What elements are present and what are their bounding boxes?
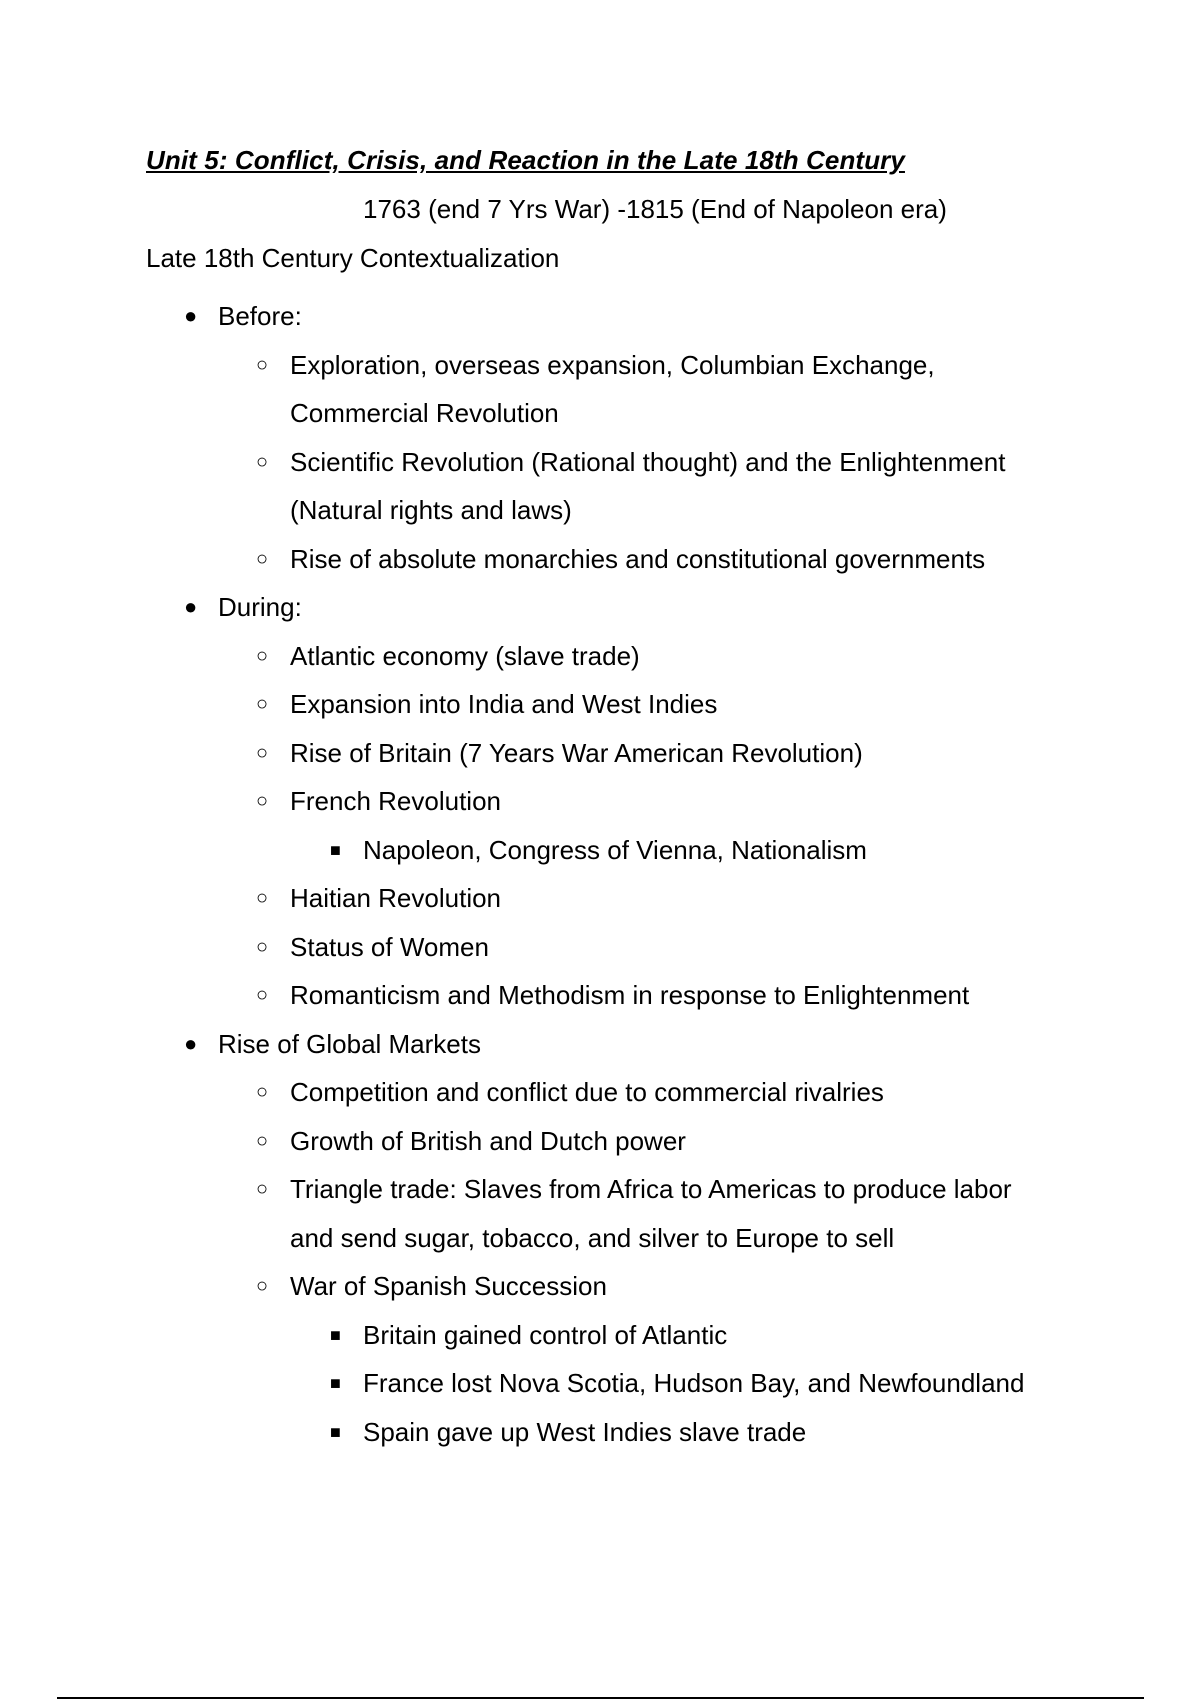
hollow-circle-bullet-icon: ○ bbox=[256, 644, 269, 667]
outline-item-level-2 bbox=[0, 341, 1200, 390]
outline-item-text: Before: bbox=[218, 301, 302, 331]
outline-item-level-2 bbox=[0, 632, 1200, 681]
hollow-circle-bullet-icon: ○ bbox=[256, 790, 269, 812]
outline-item-text: Atlantic economy (slave trade) bbox=[290, 640, 640, 671]
outline-item-text: Rise of Global Markets bbox=[218, 1028, 481, 1059]
outline-item-level-2 bbox=[0, 535, 1200, 584]
hollow-circle-bullet-icon: ○ bbox=[256, 1178, 269, 1200]
outline-item-level-2 bbox=[0, 729, 1200, 778]
hollow-circle-bullet-icon: ○ bbox=[256, 1129, 269, 1152]
outline-list bbox=[0, 292, 1200, 1456]
outline-item-level-1 bbox=[0, 292, 1200, 341]
filled-circle-bullet-icon: ● bbox=[184, 303, 198, 328]
outline-item-text: War of Spanish Succession bbox=[290, 1271, 607, 1301]
hollow-circle-bullet-icon: ○ bbox=[256, 887, 269, 909]
section-heading: Late 18th Century Contextualization bbox=[146, 243, 560, 273]
outline-item-continuation bbox=[0, 389, 1200, 438]
outline-item-text: Haitian Revolution bbox=[290, 883, 502, 913]
hollow-circle-bullet-icon: ○ bbox=[256, 1081, 269, 1103]
outline-item-text: Expansion into India and West Indies bbox=[290, 689, 718, 719]
outline-item-text: Growth of British and Dutch power bbox=[290, 1125, 686, 1156]
outline-item-level-2 bbox=[0, 680, 1200, 729]
outline-item-text: Rise of absolute monarchies and constitutional governments bbox=[290, 543, 986, 574]
outline-item-text: Competition and conflict due to commercial rivalries bbox=[290, 1077, 884, 1107]
outline-item-level-2 bbox=[0, 971, 1200, 1020]
outline-item-level-2 bbox=[0, 1165, 1200, 1214]
outline-item-level-3 bbox=[0, 1359, 1200, 1408]
hollow-circle-bullet-icon: ○ bbox=[256, 353, 269, 376]
outline-item-text: (Natural rights and laws) bbox=[290, 495, 572, 525]
filled-circle-bullet-icon: ● bbox=[184, 1030, 198, 1056]
outline-item-level-2 bbox=[0, 874, 1200, 923]
outline-item-text: French Revolution bbox=[290, 786, 501, 816]
hollow-circle-bullet-icon: ○ bbox=[256, 693, 269, 715]
hollow-circle-bullet-icon: ○ bbox=[256, 741, 269, 764]
square-bullet-icon: ■ bbox=[330, 1421, 341, 1442]
outline-item-text: Status of Women bbox=[290, 931, 489, 962]
outline-item-level-3 bbox=[0, 826, 1200, 875]
outline-item-level-2 bbox=[0, 438, 1200, 487]
date-range-subtitle: 1763 (end 7 Yrs War) -1815 (End of Napoleon era) bbox=[363, 194, 947, 224]
outline-item-level-2 bbox=[0, 1262, 1200, 1311]
outline-item-level-1 bbox=[0, 1020, 1200, 1069]
hollow-circle-bullet-icon: ○ bbox=[256, 984, 269, 1006]
outline-item-text: Exploration, overseas expansion, Columbian Exchange, bbox=[290, 349, 935, 380]
outline-item-continuation bbox=[0, 486, 1200, 535]
square-bullet-icon: ■ bbox=[330, 839, 341, 860]
hollow-circle-bullet-icon: ○ bbox=[256, 547, 269, 570]
outline-item-level-2 bbox=[0, 923, 1200, 972]
outline-item-level-1 bbox=[0, 583, 1200, 632]
outline-item-text: Commercial Revolution bbox=[290, 398, 559, 428]
outline-item-level-2 bbox=[0, 1068, 1200, 1117]
hollow-circle-bullet-icon: ○ bbox=[256, 450, 269, 473]
outline-item-text: Britain gained control of Atlantic bbox=[363, 1319, 728, 1350]
outline-item-level-2 bbox=[0, 777, 1200, 826]
square-bullet-icon: ■ bbox=[330, 1373, 341, 1393]
outline-item-level-3 bbox=[0, 1408, 1200, 1457]
outline-item-level-2 bbox=[0, 1117, 1200, 1166]
filled-circle-bullet-icon: ● bbox=[184, 594, 198, 619]
page-bottom-divider bbox=[57, 1697, 1144, 1699]
outline-item-text: Romanticism and Methodism in response to Enlightenment bbox=[290, 980, 970, 1010]
outline-item-level-3 bbox=[0, 1311, 1200, 1360]
outline-item-text: During: bbox=[218, 592, 302, 622]
outline-item-text: France lost Nova Scotia, Hudson Bay, and Newfoundland bbox=[363, 1368, 1025, 1398]
hollow-circle-bullet-icon: ○ bbox=[256, 935, 269, 958]
outline-item-text: Scientific Revolution (Rational thought) and the Enlightenment bbox=[290, 446, 1006, 477]
outline-item-text: and send sugar, tobacco, and silver to Europe to sell bbox=[290, 1222, 895, 1253]
square-bullet-icon: ■ bbox=[330, 1324, 341, 1345]
page-title: Unit 5: Conflict, Crisis, and Reaction in the Late 18th Century bbox=[146, 145, 905, 175]
outline-item-continuation bbox=[0, 1214, 1200, 1263]
outline-item-text: Triangle trade: Slaves from Africa to Americas to produce labor bbox=[290, 1174, 1012, 1204]
outline-item-text: Napoleon, Congress of Vienna, Nationalism bbox=[363, 834, 867, 865]
outline-item-text: Spain gave up West Indies slave trade bbox=[363, 1416, 807, 1447]
hollow-circle-bullet-icon: ○ bbox=[256, 1275, 269, 1297]
outline-item-text: Rise of Britain (7 Years War American Revolution) bbox=[290, 737, 863, 768]
